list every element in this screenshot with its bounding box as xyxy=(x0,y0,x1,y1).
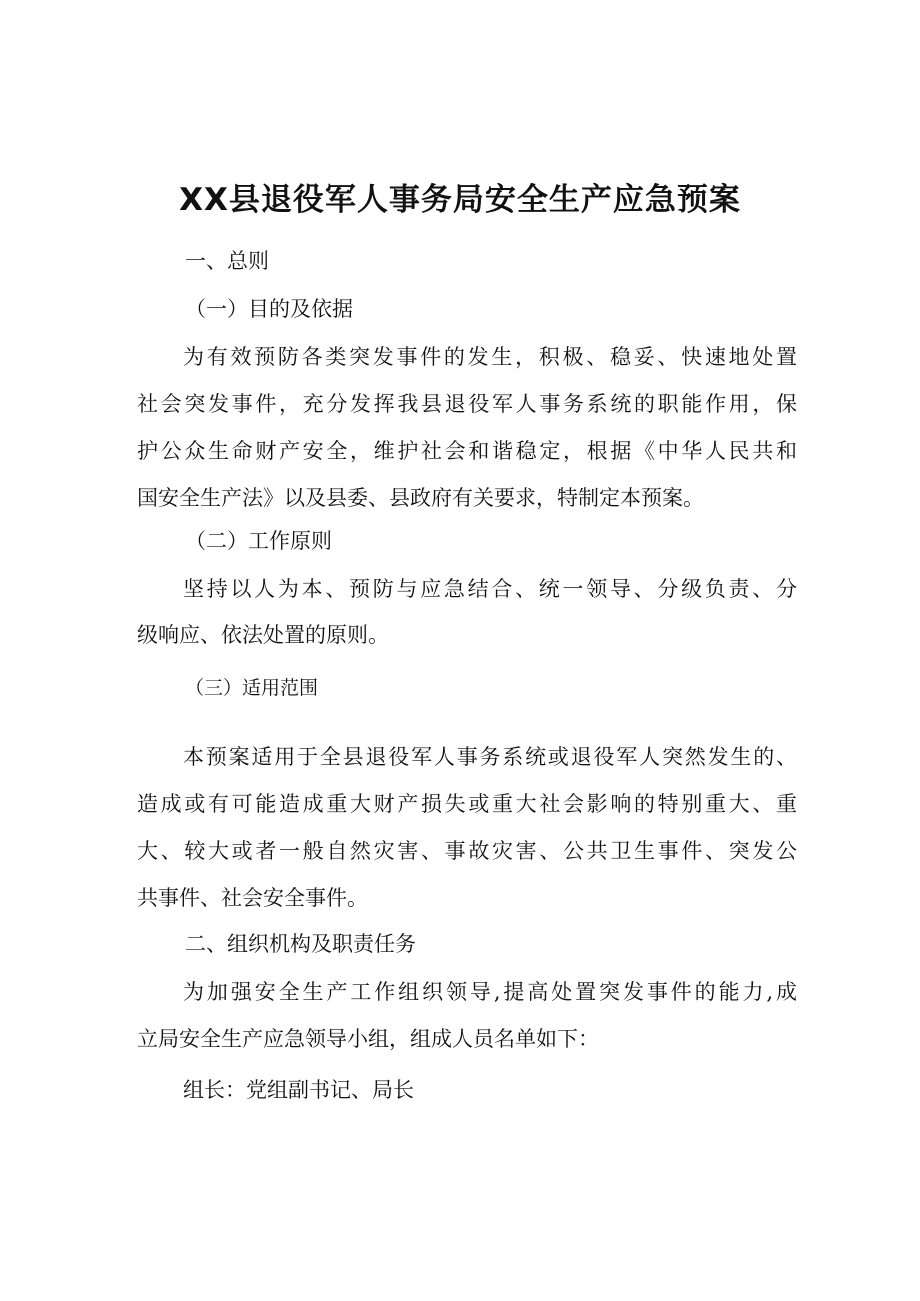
paragraph-line: 为有效预防各类突发事件的发生，积极、稳妥、快速地处置 xyxy=(183,345,797,369)
subsection-heading-purpose: （一）目的及依据 xyxy=(185,297,353,321)
paragraph-line: 立局安全生产应急领导小组，组成人员名单如下： xyxy=(137,1027,599,1051)
section-heading-general: 一、总则 xyxy=(185,249,269,273)
leader-line: 组长：党组副书记、局长 xyxy=(183,1078,414,1102)
paragraph-line: 社会突发事件，充分发挥我县退役军人事务系统的职能作用，保 xyxy=(137,392,797,416)
paragraph-line: 共事件、社会安全事件。 xyxy=(137,886,368,910)
paragraph-line: 坚持以人为本、预防与应急结合、统一领导、分级负责、分 xyxy=(183,577,797,601)
paragraph-line: 国安全生产法》以及县委、县政府有关要求，特制定本预案。 xyxy=(137,486,704,510)
document-title: XX县退役军人事务局安全生产应急预案 xyxy=(179,182,741,218)
subsection-heading-principles: （二）工作原则 xyxy=(185,529,332,553)
paragraph-line: 为加强安全生产工作组织领导,提高处置突发事件的能力,成 xyxy=(183,980,797,1004)
paragraph-line: 本预案适用于全县退役军人事务系统或退役军人突然发生的、 xyxy=(183,745,797,769)
paragraph-line: 护公众生命财产安全，维护社会和谐稳定，根据《中华人民共和 xyxy=(137,439,797,463)
paragraph-line: 大、较大或者一般自然灾害、事故灾害、公共卫生事件、突发公 xyxy=(137,839,797,863)
section-heading-organization: 二、组织机构及职责任务 xyxy=(185,932,416,956)
paragraph-line: 造成或有可能造成重大财产损失或重大社会影响的特别重大、重 xyxy=(137,792,797,816)
paragraph-line: 级响应、依法处置的原则。 xyxy=(137,623,389,647)
subsection-heading-scope: （三）适用范围 xyxy=(185,677,319,699)
